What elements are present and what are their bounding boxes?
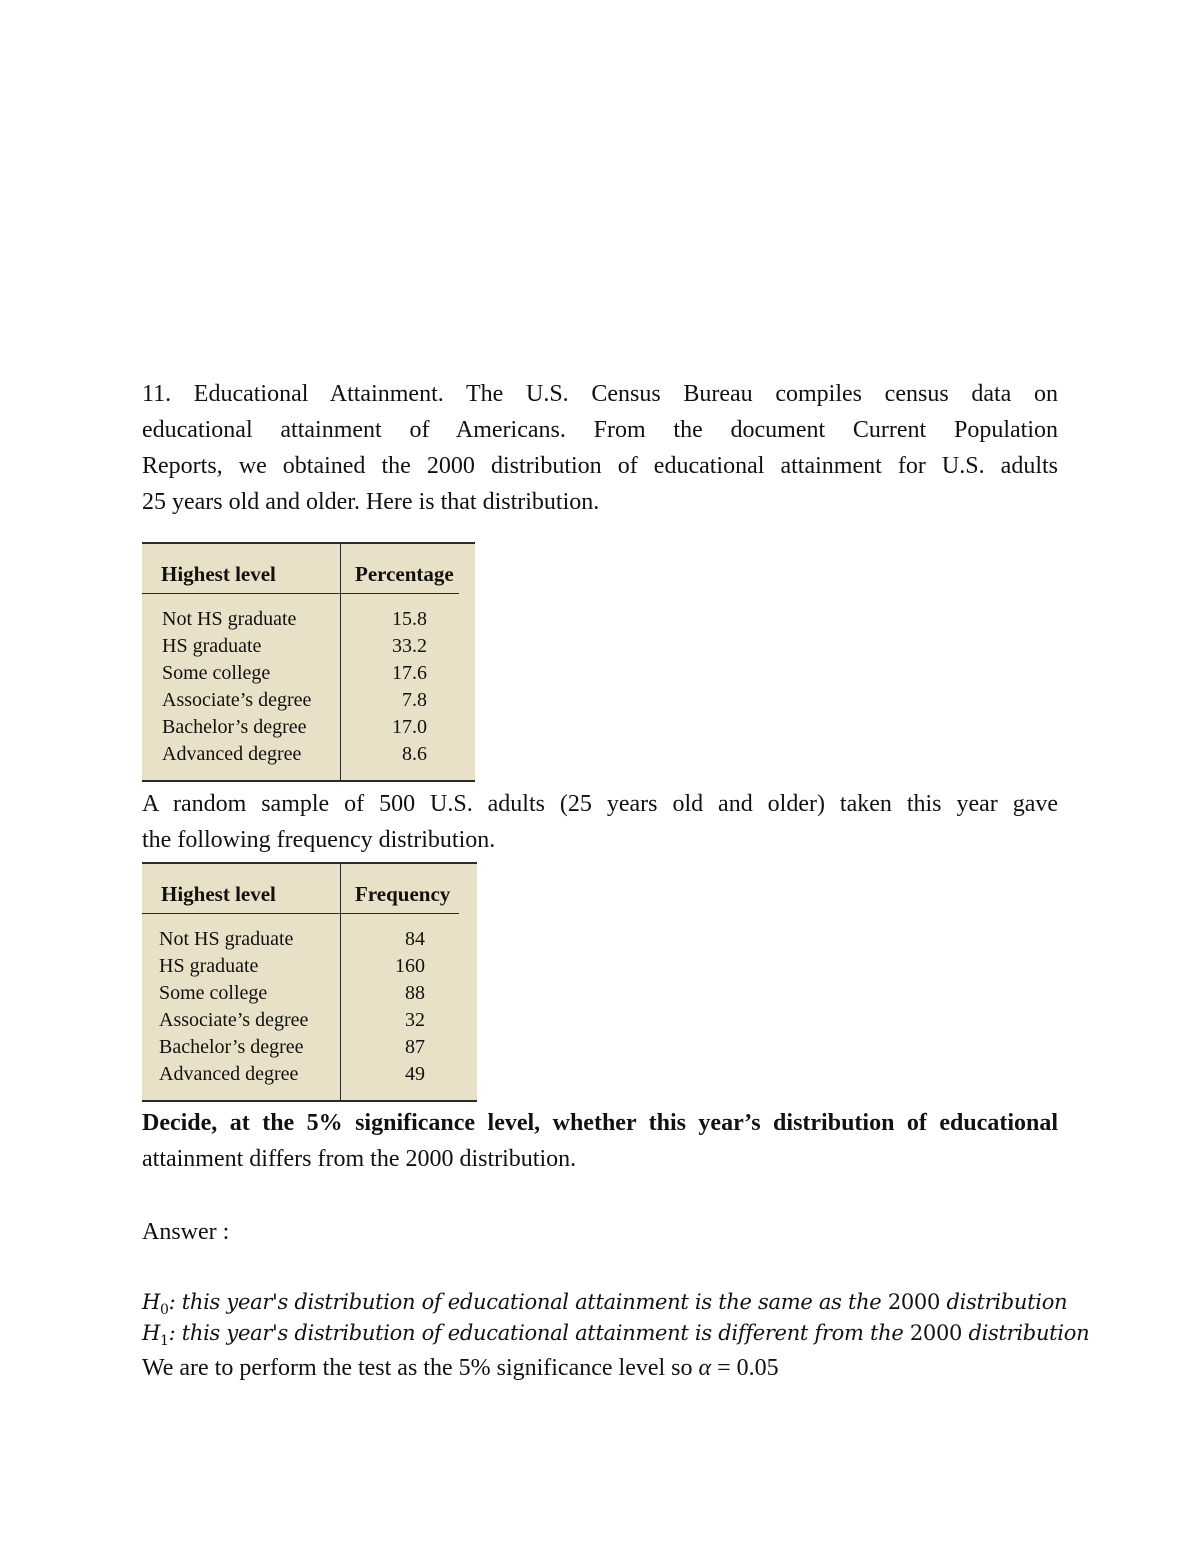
intro-line-3: Reports, we obtained the 2000 distribution of educational attainment for U.S. adults xyxy=(142,453,1058,479)
header-frequency: Frequency xyxy=(355,882,451,906)
answer-label: Answer : xyxy=(142,1219,230,1245)
table-row xyxy=(142,926,477,953)
table-row xyxy=(142,980,477,1007)
sample-paragraph xyxy=(142,786,1058,858)
h1-text-b: distribution xyxy=(962,1321,1090,1345)
row-value: 33.2 xyxy=(392,635,427,657)
row-value: 87 xyxy=(405,1036,425,1058)
h1-text-a: : this year's distribution of educational attainment is different from the xyxy=(168,1321,910,1345)
row-value: 7.8 xyxy=(402,689,427,711)
row-value: 17.6 xyxy=(392,662,427,684)
row-value: 88 xyxy=(405,982,425,1004)
row-value: 160 xyxy=(395,955,425,977)
row-level: Bachelor’s degree xyxy=(162,716,307,738)
row-value: 49 xyxy=(405,1063,425,1085)
frequency-table xyxy=(142,862,477,1102)
row-value: 32 xyxy=(405,1009,425,1031)
table-row xyxy=(142,953,477,980)
h1-subscript: 1 xyxy=(160,1333,169,1350)
h0-year: 2000 xyxy=(887,1290,941,1314)
header-rule xyxy=(142,913,340,914)
alpha-value: = 0.05 xyxy=(711,1355,779,1381)
question-line-2: attainment differs from the 2000 distribution. xyxy=(142,1146,577,1172)
table-row xyxy=(142,1034,477,1061)
row-value: 15.8 xyxy=(392,608,427,630)
sample-line-1: A random sample of 500 U.S. adults (25 years old and older) taken this year gave xyxy=(142,791,1058,817)
header-rule xyxy=(341,913,459,914)
intro-line-1: 11. Educational Attainment. The U.S. Census Bureau compiles census data on xyxy=(142,381,1058,407)
header-highest-level: Highest level xyxy=(161,882,276,906)
intro-paragraph xyxy=(142,376,1058,520)
h0-symbol: H xyxy=(142,1290,161,1314)
row-level: Not HS graduate xyxy=(159,928,294,950)
row-level: Bachelor’s degree xyxy=(159,1036,304,1058)
row-level: Some college xyxy=(162,662,271,684)
row-level: Not HS graduate xyxy=(162,608,297,630)
significance-level-line xyxy=(142,1350,779,1386)
header-rule xyxy=(142,593,340,594)
question-line-1: Decide, at the 5% significance level, whether this year’s distribution of educational xyxy=(142,1110,1058,1136)
table-row xyxy=(142,741,475,768)
intro-line-2: educational attainment of Americans. From the document Current Population xyxy=(142,417,1058,443)
h1-year: 2000 xyxy=(909,1321,963,1345)
row-level: Advanced degree xyxy=(159,1063,299,1085)
row-level: HS graduate xyxy=(159,955,259,977)
question-paragraph xyxy=(142,1105,1058,1177)
row-level: Associate’s degree xyxy=(162,689,312,711)
table-row xyxy=(142,687,475,714)
h1-symbol: H xyxy=(142,1321,161,1345)
table-row xyxy=(142,606,475,633)
sample-line-2: the following frequency distribution. xyxy=(142,827,496,853)
table-row xyxy=(142,1007,477,1034)
header-percentage: Percentage xyxy=(355,562,454,586)
table-row xyxy=(142,714,475,741)
h0-text-a: : this year's distribution of educational attainment is the same as the xyxy=(168,1290,888,1314)
table-row xyxy=(142,633,475,660)
alpha-text: We are to perform the test as the 5% significance level so xyxy=(142,1355,699,1381)
row-value: 17.0 xyxy=(392,716,427,738)
intro-line-4: 25 years old and older. Here is that distribution. xyxy=(142,489,600,515)
row-level: Associate’s degree xyxy=(159,1009,309,1031)
row-level: HS graduate xyxy=(162,635,262,657)
h0-text-b: distribution xyxy=(940,1290,1068,1314)
header-highest-level: Highest level xyxy=(161,562,276,586)
row-level: Advanced degree xyxy=(162,743,302,765)
row-level: Some college xyxy=(159,982,268,1004)
row-value: 84 xyxy=(405,928,425,950)
distribution-2000-table xyxy=(142,542,475,782)
table-row xyxy=(142,660,475,687)
header-rule xyxy=(341,593,459,594)
row-value: 8.6 xyxy=(402,743,427,765)
alpha-symbol: α xyxy=(698,1355,712,1381)
table-row xyxy=(142,1061,477,1088)
h0-subscript: 0 xyxy=(160,1302,169,1319)
